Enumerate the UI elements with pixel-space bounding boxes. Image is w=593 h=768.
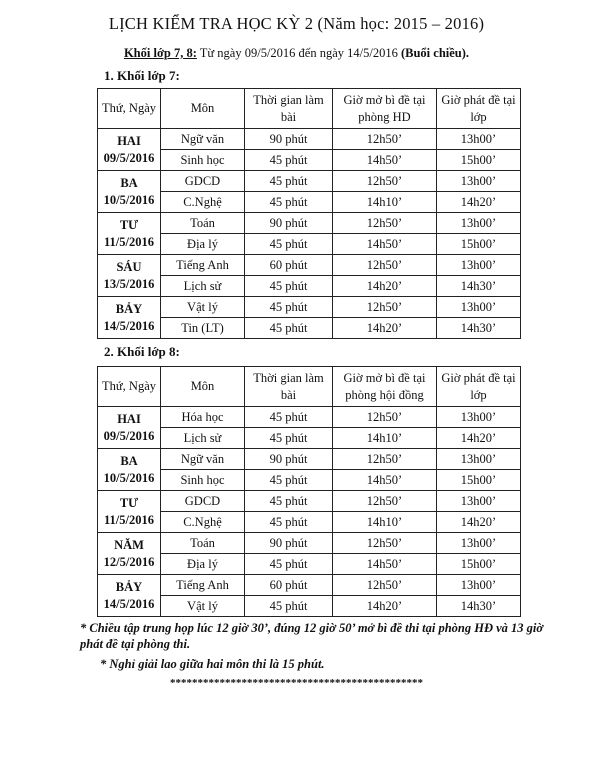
table-row — [98, 554, 521, 575]
distribute-time-cell: 13h00’ — [437, 491, 521, 512]
date-range: Từ ngày 09/5/2016 đến ngày 14/5/2016 — [196, 46, 398, 60]
open-time-cell: 12h50’ — [333, 491, 437, 512]
session-label: (Buổi chiều). — [397, 46, 470, 60]
duration-cell: 45 phút — [245, 192, 333, 213]
table-row — [98, 533, 521, 554]
duration-cell: 45 phút — [245, 318, 333, 339]
page-title: LỊCH KIỂM TRA HỌC KỲ 2 (Năm học: 2015 – 2016) — [108, 14, 485, 33]
day-cell — [98, 297, 161, 339]
table-row — [98, 491, 521, 512]
open-time-cell: 12h50’ — [333, 171, 437, 192]
note-meeting: * Chiều tập trung họp lúc 12 giờ 30’, đúng 12 giờ 50’ mở bì đề thi tại phòng HĐ và 13 giờ phát đề tại phòng thi. — [80, 621, 544, 651]
distribute-time-cell: 13h00’ — [437, 407, 521, 428]
table-row — [98, 470, 521, 491]
day-cell — [98, 213, 161, 255]
day-name: TƯ — [119, 495, 139, 510]
note-break: * Nghỉ giải lao giữa hai môn thi là 15 phút. — [100, 657, 325, 671]
table-row — [98, 171, 521, 192]
distribute-time-cell: 13h00’ — [437, 575, 521, 596]
subject-cell: GDCD — [161, 491, 245, 512]
header-day: Thứ, Ngày — [98, 89, 161, 129]
distribute-time-cell: 15h00’ — [437, 150, 521, 171]
schedule-table-grade7 — [97, 88, 521, 339]
subject-cell: Toán — [161, 213, 245, 234]
subject-cell: Sinh học — [161, 470, 245, 491]
table-row — [98, 276, 521, 297]
header-duration: Thời gian làm bài — [245, 89, 333, 129]
duration-cell: 45 phút — [245, 407, 333, 428]
table-row — [98, 297, 521, 318]
subject-cell: Lịch sử — [161, 428, 245, 449]
schedule-table-grade8 — [97, 366, 521, 617]
table-header-row — [98, 89, 521, 129]
distribute-time-cell: 13h00’ — [437, 129, 521, 150]
day-date: 13/5/2016 — [103, 276, 155, 291]
subject-cell: GDCD — [161, 171, 245, 192]
subject-cell: Lịch sử — [161, 276, 245, 297]
day-date: 14/5/2016 — [103, 596, 155, 611]
header-open-time: Giờ mở bì đề tại phòng HD — [333, 89, 437, 129]
duration-cell: 45 phút — [245, 470, 333, 491]
open-time-cell: 14h50’ — [333, 554, 437, 575]
section-heading-grade7: 1. Khối lớp 7: — [104, 68, 180, 83]
table-row — [98, 449, 521, 470]
distribute-time-cell: 13h00’ — [437, 297, 521, 318]
section-heading-grade8: 2. Khối lớp 8: — [104, 344, 180, 359]
duration-cell: 90 phút — [245, 449, 333, 470]
table-row — [98, 150, 521, 171]
distribute-time-cell: 13h00’ — [437, 449, 521, 470]
table-body — [98, 129, 521, 339]
open-time-cell: 14h10’ — [333, 192, 437, 213]
open-time-cell: 14h10’ — [333, 428, 437, 449]
open-time-cell: 14h50’ — [333, 470, 437, 491]
day-name: BẢY — [115, 579, 143, 594]
header-subject: Môn — [161, 367, 245, 407]
day-date: 12/5/2016 — [103, 554, 155, 569]
distribute-time-cell: 13h00’ — [437, 533, 521, 554]
distribute-time-cell: 14h20’ — [437, 192, 521, 213]
subject-cell: C.Nghệ — [161, 192, 245, 213]
day-cell — [98, 129, 161, 171]
header-day: Thứ, Ngày — [98, 367, 161, 407]
open-time-cell: 14h20’ — [333, 276, 437, 297]
header-subject: Môn — [161, 89, 245, 129]
open-time-cell: 14h50’ — [333, 234, 437, 255]
table-row — [98, 407, 521, 428]
day-cell — [98, 491, 161, 533]
duration-cell: 45 phút — [245, 512, 333, 533]
subject-cell: Địa lý — [161, 554, 245, 575]
duration-cell: 45 phút — [245, 491, 333, 512]
day-date: 09/5/2016 — [103, 428, 155, 443]
table-row — [98, 318, 521, 339]
open-time-cell: 12h50’ — [333, 129, 437, 150]
table-row — [98, 428, 521, 449]
day-cell — [98, 255, 161, 297]
subject-cell: Toán — [161, 533, 245, 554]
subject-cell: Hóa học — [161, 407, 245, 428]
duration-cell: 90 phút — [245, 533, 333, 554]
open-time-cell: 12h50’ — [333, 407, 437, 428]
day-date: 10/5/2016 — [103, 192, 155, 207]
subject-cell: C.Nghệ — [161, 512, 245, 533]
duration-cell: 60 phút — [245, 255, 333, 276]
duration-cell: 45 phút — [245, 596, 333, 617]
schedule-subtitle — [0, 46, 593, 61]
open-time-cell: 12h50’ — [333, 297, 437, 318]
duration-cell: 45 phút — [245, 554, 333, 575]
day-cell — [98, 533, 161, 575]
open-time-cell: 12h50’ — [333, 213, 437, 234]
table-body — [98, 407, 521, 617]
duration-cell: 90 phút — [245, 129, 333, 150]
day-date: 14/5/2016 — [103, 318, 155, 333]
subject-cell: Địa lý — [161, 234, 245, 255]
open-time-cell: 14h20’ — [333, 596, 437, 617]
open-time-cell: 12h50’ — [333, 575, 437, 596]
table-row — [98, 255, 521, 276]
subject-cell: Tiếng Anh — [161, 255, 245, 276]
table-row — [98, 192, 521, 213]
subject-cell: Ngữ văn — [161, 129, 245, 150]
day-name: HAI — [117, 411, 141, 426]
duration-cell: 90 phút — [245, 213, 333, 234]
open-time-cell: 12h50’ — [333, 449, 437, 470]
day-name: HAI — [117, 133, 141, 148]
duration-cell: 45 phút — [245, 276, 333, 297]
day-cell — [98, 407, 161, 449]
distribute-time-cell: 15h00’ — [437, 234, 521, 255]
subject-cell: Vật lý — [161, 297, 245, 318]
day-name: BA — [120, 175, 138, 190]
day-cell — [98, 171, 161, 213]
distribute-time-cell: 14h20’ — [437, 512, 521, 533]
day-cell — [98, 449, 161, 491]
duration-cell: 45 phút — [245, 171, 333, 192]
distribute-time-cell: 13h00’ — [437, 171, 521, 192]
header-distribute-time: Giờ phát đề tại lớp — [437, 367, 521, 407]
separator-stars: ********************************************** — [170, 677, 423, 689]
distribute-time-cell: 14h30’ — [437, 318, 521, 339]
subject-cell: Tiếng Anh — [161, 575, 245, 596]
table-row — [98, 512, 521, 533]
subject-cell: Tin (LT) — [161, 318, 245, 339]
day-name: SÁU — [116, 259, 142, 274]
duration-cell: 60 phút — [245, 575, 333, 596]
day-name: NĂM — [114, 537, 144, 552]
header-open-time: Giờ mở bì đề tại phòng hội đồng — [333, 367, 437, 407]
duration-cell: 45 phút — [245, 428, 333, 449]
distribute-time-cell: 15h00’ — [437, 554, 521, 575]
day-name: BẢY — [115, 301, 143, 316]
distribute-time-cell: 13h00’ — [437, 213, 521, 234]
table-header-row — [98, 367, 521, 407]
table-row — [98, 129, 521, 150]
subject-cell: Sinh học — [161, 150, 245, 171]
table-row — [98, 234, 521, 255]
header-duration: Thời gian làm bài — [245, 367, 333, 407]
distribute-time-cell: 14h20’ — [437, 428, 521, 449]
day-date: 10/5/2016 — [103, 470, 155, 485]
subject-cell: Ngữ văn — [161, 449, 245, 470]
day-date: 09/5/2016 — [103, 150, 155, 165]
distribute-time-cell: 15h00’ — [437, 470, 521, 491]
duration-cell: 45 phút — [245, 297, 333, 318]
distribute-time-cell: 13h00’ — [437, 255, 521, 276]
distribute-time-cell: 14h30’ — [437, 276, 521, 297]
open-time-cell: 14h10’ — [333, 512, 437, 533]
duration-cell: 45 phút — [245, 150, 333, 171]
open-time-cell: 14h20’ — [333, 318, 437, 339]
table-row — [98, 575, 521, 596]
table-row — [98, 596, 521, 617]
distribute-time-cell: 14h30’ — [437, 596, 521, 617]
open-time-cell: 12h50’ — [333, 533, 437, 554]
subject-cell: Vật lý — [161, 596, 245, 617]
open-time-cell: 12h50’ — [333, 255, 437, 276]
day-date: 11/5/2016 — [103, 234, 154, 249]
header-distribute-time: Giờ phát đề tại lớp — [437, 89, 521, 129]
day-name: TƯ — [119, 217, 139, 232]
table-row — [98, 213, 521, 234]
grade-label: Khối lớp 7, 8: — [123, 46, 197, 60]
day-name: BA — [120, 453, 138, 468]
day-date: 11/5/2016 — [103, 512, 154, 527]
duration-cell: 45 phút — [245, 234, 333, 255]
day-cell — [98, 575, 161, 617]
open-time-cell: 14h50’ — [333, 150, 437, 171]
